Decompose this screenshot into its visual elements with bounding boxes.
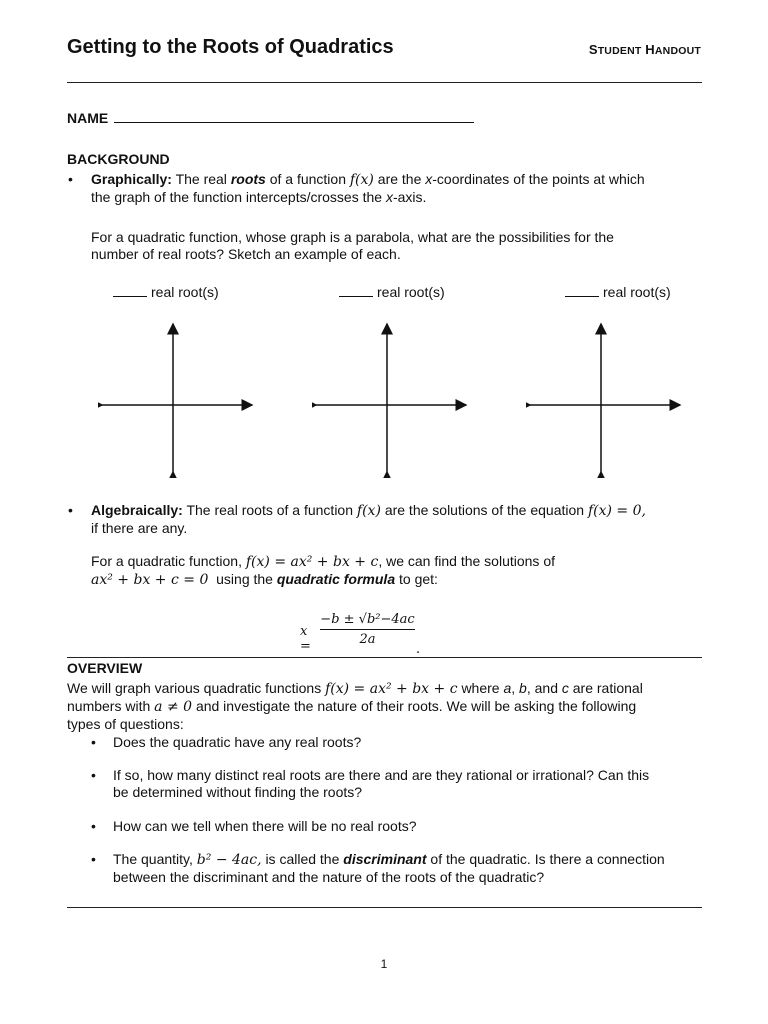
question-bullet-1: • bbox=[91, 734, 96, 750]
name-label: NAME bbox=[67, 110, 109, 126]
question-3: How can we tell when there will be no real roots? bbox=[113, 818, 417, 834]
question-bullet-4: • bbox=[91, 851, 96, 867]
name-field bbox=[67, 108, 474, 126]
formula-numerator: −b ± √b²−4ac bbox=[320, 612, 415, 630]
page-number: 1 bbox=[380, 957, 388, 971]
graphically-label: Graphically: bbox=[91, 171, 172, 187]
axes-sketch-3 bbox=[526, 320, 686, 478]
roots-term: roots bbox=[230, 171, 266, 187]
overview-rule bbox=[67, 657, 702, 658]
algebraically-paragraph: Algebraically: The real roots of a function f(x) are the solutions of the equation f(x) = 0, if there are any. bbox=[91, 502, 646, 536]
discriminant-term: discriminant bbox=[343, 851, 427, 867]
algebraically-label: Algebraically: bbox=[91, 502, 183, 518]
bullet-graphically: • bbox=[68, 171, 73, 187]
sketch-label-2: real root(s) bbox=[339, 284, 445, 300]
overview-heading: OVERVIEW bbox=[67, 660, 143, 676]
axes-sketch-2 bbox=[312, 320, 472, 478]
sketch-label-1: real root(s) bbox=[113, 284, 219, 300]
question-bullet-2: • bbox=[91, 767, 96, 783]
footer-rule bbox=[67, 907, 702, 908]
bullet-algebraically: • bbox=[68, 502, 73, 518]
graphically-paragraph: Graphically: The real roots of a function f(x) are the x-coordinates of the points at which the graph of the function intercepts/crosses the x-axis. bbox=[91, 171, 645, 205]
overview-intro: We will graph various quadratic functions f(x) = ax² + bx + c where a, b, and c are rational numbers with a ≠ 0 and investigate the nature of their roots. We will be asking the following types of questions: bbox=[67, 680, 643, 732]
quadratic-formula-paragraph: For a quadratic function, f(x) = ax² + bx + c, we can find the solutions of ax² + bx + c = 0 using the quadratic formula to get: bbox=[91, 553, 555, 588]
formula-denominator: 2a bbox=[359, 632, 376, 647]
question-2: If so, how many distinct real roots are there and are they rational or irrational? Can this be determined without finding the roots? bbox=[113, 767, 650, 800]
question-bullet-3: • bbox=[91, 818, 96, 834]
name-blank bbox=[114, 108, 474, 123]
parabola-question: For a quadratic function, whose graph is a parabola, what are the possibilities for the number of real roots? Sketch an example of each. bbox=[91, 229, 614, 262]
quadratic-formula-term: quadratic formula bbox=[276, 571, 396, 587]
sketch-label-3: real root(s) bbox=[565, 284, 671, 300]
student-handout-label: STUDENT HANDOUT bbox=[588, 42, 701, 57]
question-1: Does the quadratic have any real roots? bbox=[113, 734, 362, 750]
page-title: Getting to the Roots of Quadratics bbox=[67, 36, 394, 58]
header-rule bbox=[67, 82, 702, 83]
background-heading: BACKGROUND bbox=[67, 151, 170, 167]
axes-sketch-1 bbox=[98, 320, 258, 478]
question-4: The quantity, b² − 4ac, is called the discriminant of the quadratic. Is there a connection between the discriminant and the nature of the roots of the quadratic? bbox=[113, 851, 665, 885]
